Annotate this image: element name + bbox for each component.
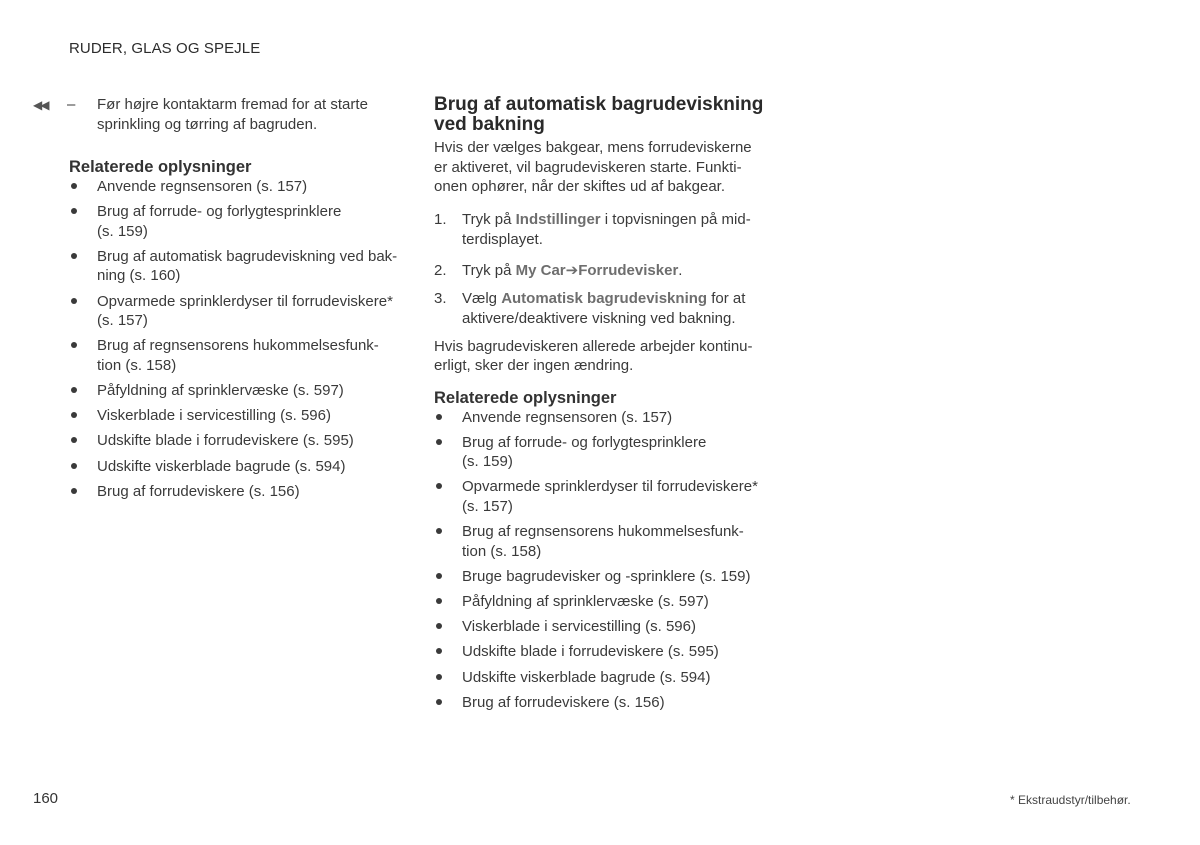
menu-path-settings: Indstillinger: [515, 210, 601, 228]
footnote: * Ekstraudstyr/tilbehør.: [1010, 793, 1131, 807]
bullet-icon: [71, 488, 77, 494]
bullet-icon: [71, 342, 77, 348]
related-link-text: Anvende regnsensoren (s. 157): [97, 178, 308, 195]
step-number: 3.: [434, 289, 447, 307]
bullet-icon: [436, 648, 442, 654]
page-number: 160: [33, 790, 59, 807]
related-link-text: (s. 157): [97, 312, 148, 330]
related-link-item[interactable]: [69, 431, 413, 451]
related-link-item[interactable]: [434, 433, 774, 472]
step-text: .: [678, 261, 683, 279]
instruction-dash: –: [67, 96, 76, 113]
related-info-heading: Relaterede oplysninger: [69, 158, 252, 176]
step-text: i topvisningen på mid-: [600, 210, 751, 228]
related-info-heading: Relaterede oplysninger: [434, 388, 617, 407]
step-item: [434, 210, 774, 250]
related-link-text: (s. 159): [97, 222, 148, 240]
related-link-item[interactable]: [434, 668, 774, 688]
related-link-text: Brug af automatisk bagrudeviskning ved bak-: [97, 247, 398, 265]
step-text: terdisplayet.: [462, 230, 543, 248]
bullet-icon: [436, 414, 442, 420]
page-header-title: RUDER, GLAS OG SPEJLE: [69, 40, 261, 57]
intro-paragraph: [434, 138, 774, 197]
bullet-icon: [71, 463, 77, 469]
related-info-list: [69, 177, 413, 501]
menu-path-wiper: Forrudevisker: [578, 261, 679, 279]
note-line: erligt, sker der ingen ændring.: [434, 357, 634, 374]
bullet-icon: [436, 598, 442, 604]
step-text: for at: [707, 289, 746, 307]
bullet-icon: [71, 208, 77, 214]
related-link-text: Udskifte viskerblade bagrude (s. 594): [462, 668, 711, 686]
related-link-item[interactable]: [434, 642, 774, 662]
related-link-item[interactable]: [434, 617, 774, 637]
related-link-item[interactable]: [69, 292, 413, 331]
bullet-icon: [436, 674, 442, 680]
related-link-text: Viskerblade i servicestilling (s. 596): [462, 618, 696, 636]
related-link-text: Brug af forrudeviskere (s. 156): [97, 482, 300, 500]
related-link-text: Bruge bagrudevisker og -sprinklere (s. 159): [462, 567, 751, 585]
left-column: [33, 95, 413, 507]
instruction-line: sprinkling og tørring af bagruden.: [97, 116, 318, 133]
related-link-text: Opvarmede sprinklerdyser til forrudeviskere*: [97, 292, 393, 310]
related-link-text: ning (s. 160): [97, 267, 181, 285]
related-link-item[interactable]: [69, 177, 413, 197]
step-item: [434, 261, 774, 281]
related-link-text: tion (s. 158): [462, 542, 542, 560]
related-link-text: Brug af regnsensorens hukommelsesfunk-: [462, 523, 744, 541]
step-text: aktivere/deaktivere viskning ved bakning.: [462, 309, 736, 327]
step-number: 1.: [434, 210, 447, 228]
bullet-icon: [71, 253, 77, 259]
related-link-item[interactable]: [434, 522, 774, 561]
related-link-text: Udskifte blade i forrudeviskere (s. 595): [97, 432, 354, 450]
related-link-text: Brug af forrude- og forlygtesprinklere: [97, 203, 342, 221]
related-link-item[interactable]: [434, 408, 774, 428]
related-link-text: tion (s. 158): [97, 356, 177, 374]
related-link-item[interactable]: [69, 482, 413, 502]
continued-instruction: [33, 95, 413, 135]
note-line: Hvis bagrudeviskeren allerede arbejder kontinu-: [434, 337, 753, 355]
intro-line: onen ophører, når der skiftes ud af bakgear.: [434, 178, 726, 195]
bullet-icon: [436, 439, 442, 445]
step-item: [434, 289, 774, 329]
menu-path-my-car: My Car: [515, 261, 566, 279]
section-title-line: Brug af automatisk bagrudeviskning: [434, 94, 764, 115]
bullet-icon: [436, 623, 442, 629]
bullet-icon: [436, 573, 442, 579]
bullet-icon: [436, 483, 442, 489]
related-link-item[interactable]: [69, 336, 413, 375]
intro-line: er aktiveret, vil bagrudeviskeren starte. Funkti-: [434, 158, 742, 176]
related-link-text: Brug af forrude- og forlygtesprinklere: [462, 433, 707, 451]
related-link-item[interactable]: [69, 381, 413, 401]
note-paragraph: [434, 337, 774, 376]
related-link-item[interactable]: [69, 406, 413, 426]
instruction-line: Før højre kontaktarm fremad for at starte: [97, 96, 368, 113]
related-link-text: Brug af forrudeviskere (s. 156): [462, 693, 665, 711]
menu-path-auto-rear-wipe: Automatisk bagrudeviskning: [501, 289, 708, 307]
step-text: Tryk på: [462, 261, 516, 279]
related-link-text: Udskifte blade i forrudeviskere (s. 595): [462, 643, 719, 661]
bullet-icon: [71, 412, 77, 418]
step-text: Vælg: [462, 289, 502, 307]
related-link-text: (s. 157): [462, 497, 513, 515]
related-link-item[interactable]: [434, 567, 774, 587]
steps-list: [434, 210, 774, 329]
step-text: Tryk på: [462, 210, 516, 228]
related-link-item[interactable]: [69, 247, 413, 286]
section-title: [434, 95, 774, 135]
related-link-item[interactable]: [434, 477, 774, 516]
bullet-icon: [436, 699, 442, 705]
related-link-text: Påfyldning af sprinklervæske (s. 597): [97, 381, 344, 399]
related-link-text: (s. 159): [462, 453, 513, 471]
bullet-icon: [71, 387, 77, 393]
related-link-text: Udskifte viskerblade bagrude (s. 594): [97, 457, 346, 475]
related-link-text: Opvarmede sprinklerdyser til forrudeviskere*: [462, 478, 758, 496]
bullet-icon: [436, 528, 442, 534]
related-link-item[interactable]: [434, 592, 774, 612]
right-column: [434, 95, 774, 718]
step-number: 2.: [434, 261, 447, 279]
related-link-item[interactable]: [69, 457, 413, 477]
intro-line: Hvis der vælges bakgear, mens forrudeviskerne: [434, 139, 752, 156]
arrow-right-icon: ➔: [565, 261, 579, 279]
bullet-icon: [71, 298, 77, 304]
continued-from-previous-icon: ◀◀: [33, 98, 48, 112]
bullet-icon: [71, 437, 77, 443]
bullet-icon: [71, 183, 77, 189]
related-info-list: [434, 408, 774, 713]
related-link-text: Viskerblade i servicestilling (s. 596): [97, 407, 331, 425]
related-link-text: Brug af regnsensorens hukommelsesfunk-: [97, 337, 379, 355]
related-link-text: Anvende regnsensoren (s. 157): [462, 408, 673, 426]
section-title-line: ved bakning: [434, 114, 545, 135]
related-link-item[interactable]: [69, 202, 413, 241]
related-link-item[interactable]: [434, 693, 774, 713]
related-link-text: Påfyldning af sprinklervæske (s. 597): [462, 592, 709, 610]
